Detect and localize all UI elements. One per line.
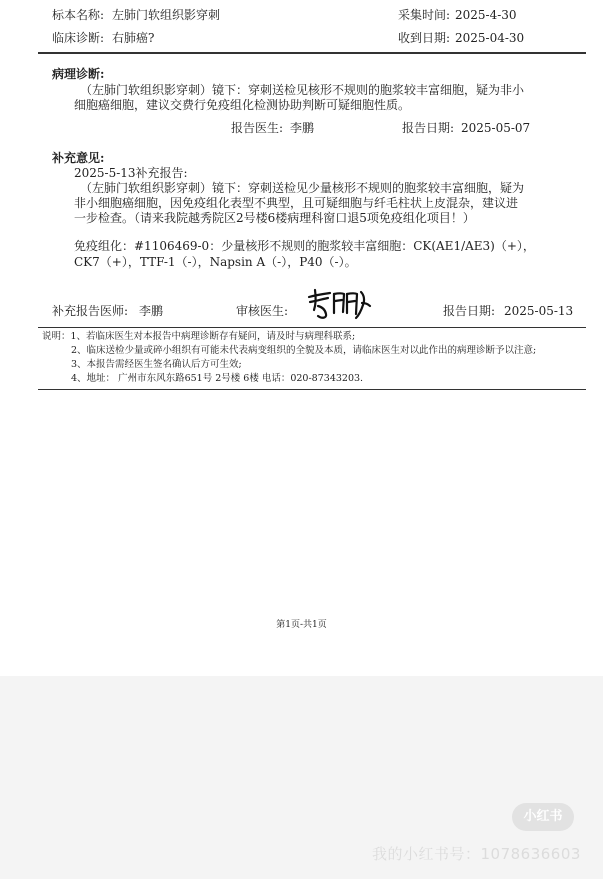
supplement-date-value: 2025-05-13 (504, 304, 574, 318)
note-line-2: 2、临床送检少量或碎小组织有可能未代表病变组织的全貌及本质，请临床医生对以此作出的病理诊断予以注意; (71, 345, 537, 356)
collect-label: 采集时间: (398, 8, 451, 22)
diagnosis-doctor-label: 报告医生: (231, 121, 284, 135)
specimen-value: 左肺门软组织影穿刺 (112, 8, 221, 22)
collect-value: 2025-4-30 (455, 8, 517, 22)
reviewer-label: 审核医生: (236, 304, 289, 318)
diagnosis-doctor-name: 李鹏 (290, 121, 315, 135)
note-line-3: 3、本报告需经医生签名确认后方可生效; (71, 359, 242, 370)
supplement-date-label: 报告日期: (443, 304, 496, 318)
note-line-4: 4、地址： 广州市东风东路651号 2号楼 6楼 电话：020-87343203. (71, 373, 364, 384)
notes-bottom-divider (38, 389, 586, 390)
diagnosis-date-value: 2025-05-07 (461, 121, 531, 135)
ihc-line-1: 免疫组化：#1106469-0：少量核形不规则的胞浆较丰富细胞：CK(AE1/AE3)（+）， (74, 239, 535, 253)
supplement-line-4: 一步检查。（请来我院越秀院区2号楼6楼病理科窗口退5项免疫组化项目！） (74, 211, 475, 225)
diagnosis-date-label: 报告日期: (402, 121, 455, 135)
diagnosis-title: 病理诊断: (52, 67, 105, 81)
clinical-label: 临床诊断: (52, 31, 105, 45)
page-number: 第1页-共1页 (276, 620, 327, 630)
specimen-label: 标本名称: (52, 8, 105, 22)
watermark-text: 我的小红书号：1078636603 (372, 845, 581, 863)
supplement-title: 补充意见: (52, 151, 105, 165)
received-label: 收到日期: (398, 31, 451, 45)
reviewer-signature (306, 288, 372, 320)
supplement-line-3: 非小细胞癌细胞，因免疫组化表型不典型，且可疑细胞与纤毛柱状上皮混杂，建议进 (74, 196, 519, 210)
supplement-doctor-name: 李鹏 (139, 304, 164, 318)
note-line-1: 说明：1、若临床医生对本报告中病理诊断存有疑问，请及时与病理科联系; (42, 331, 356, 342)
diagnosis-line-2: 细胞癌细胞，建议交费行免疫组化检测协助判断可疑细胞性质。 (74, 98, 411, 112)
header-divider (38, 52, 586, 54)
notes-top-divider (38, 327, 586, 328)
ihc-line-2: CK7（+），TTF-1（-），Napsin A（-），P40（-）。 (74, 255, 357, 269)
diagnosis-line-1: （左肺门软组织影穿刺）镜下：穿刺送检见核形不规则的胞浆较丰富细胞，疑为非小 (80, 83, 525, 97)
supplement-line-2: （左肺门软组织影穿刺）镜下：穿刺送检见少量核形不规则的胞浆较丰富细胞，疑为 (80, 181, 525, 195)
supplement-line-1: 2025-5-13补充报告: (74, 166, 188, 180)
supplement-doctor-label: 补充报告医师: (52, 304, 129, 318)
received-value: 2025-04-30 (455, 31, 525, 45)
xiaohongshu-logo: 小红书 (512, 803, 574, 831)
clinical-value: 右肺癌? (112, 31, 155, 45)
